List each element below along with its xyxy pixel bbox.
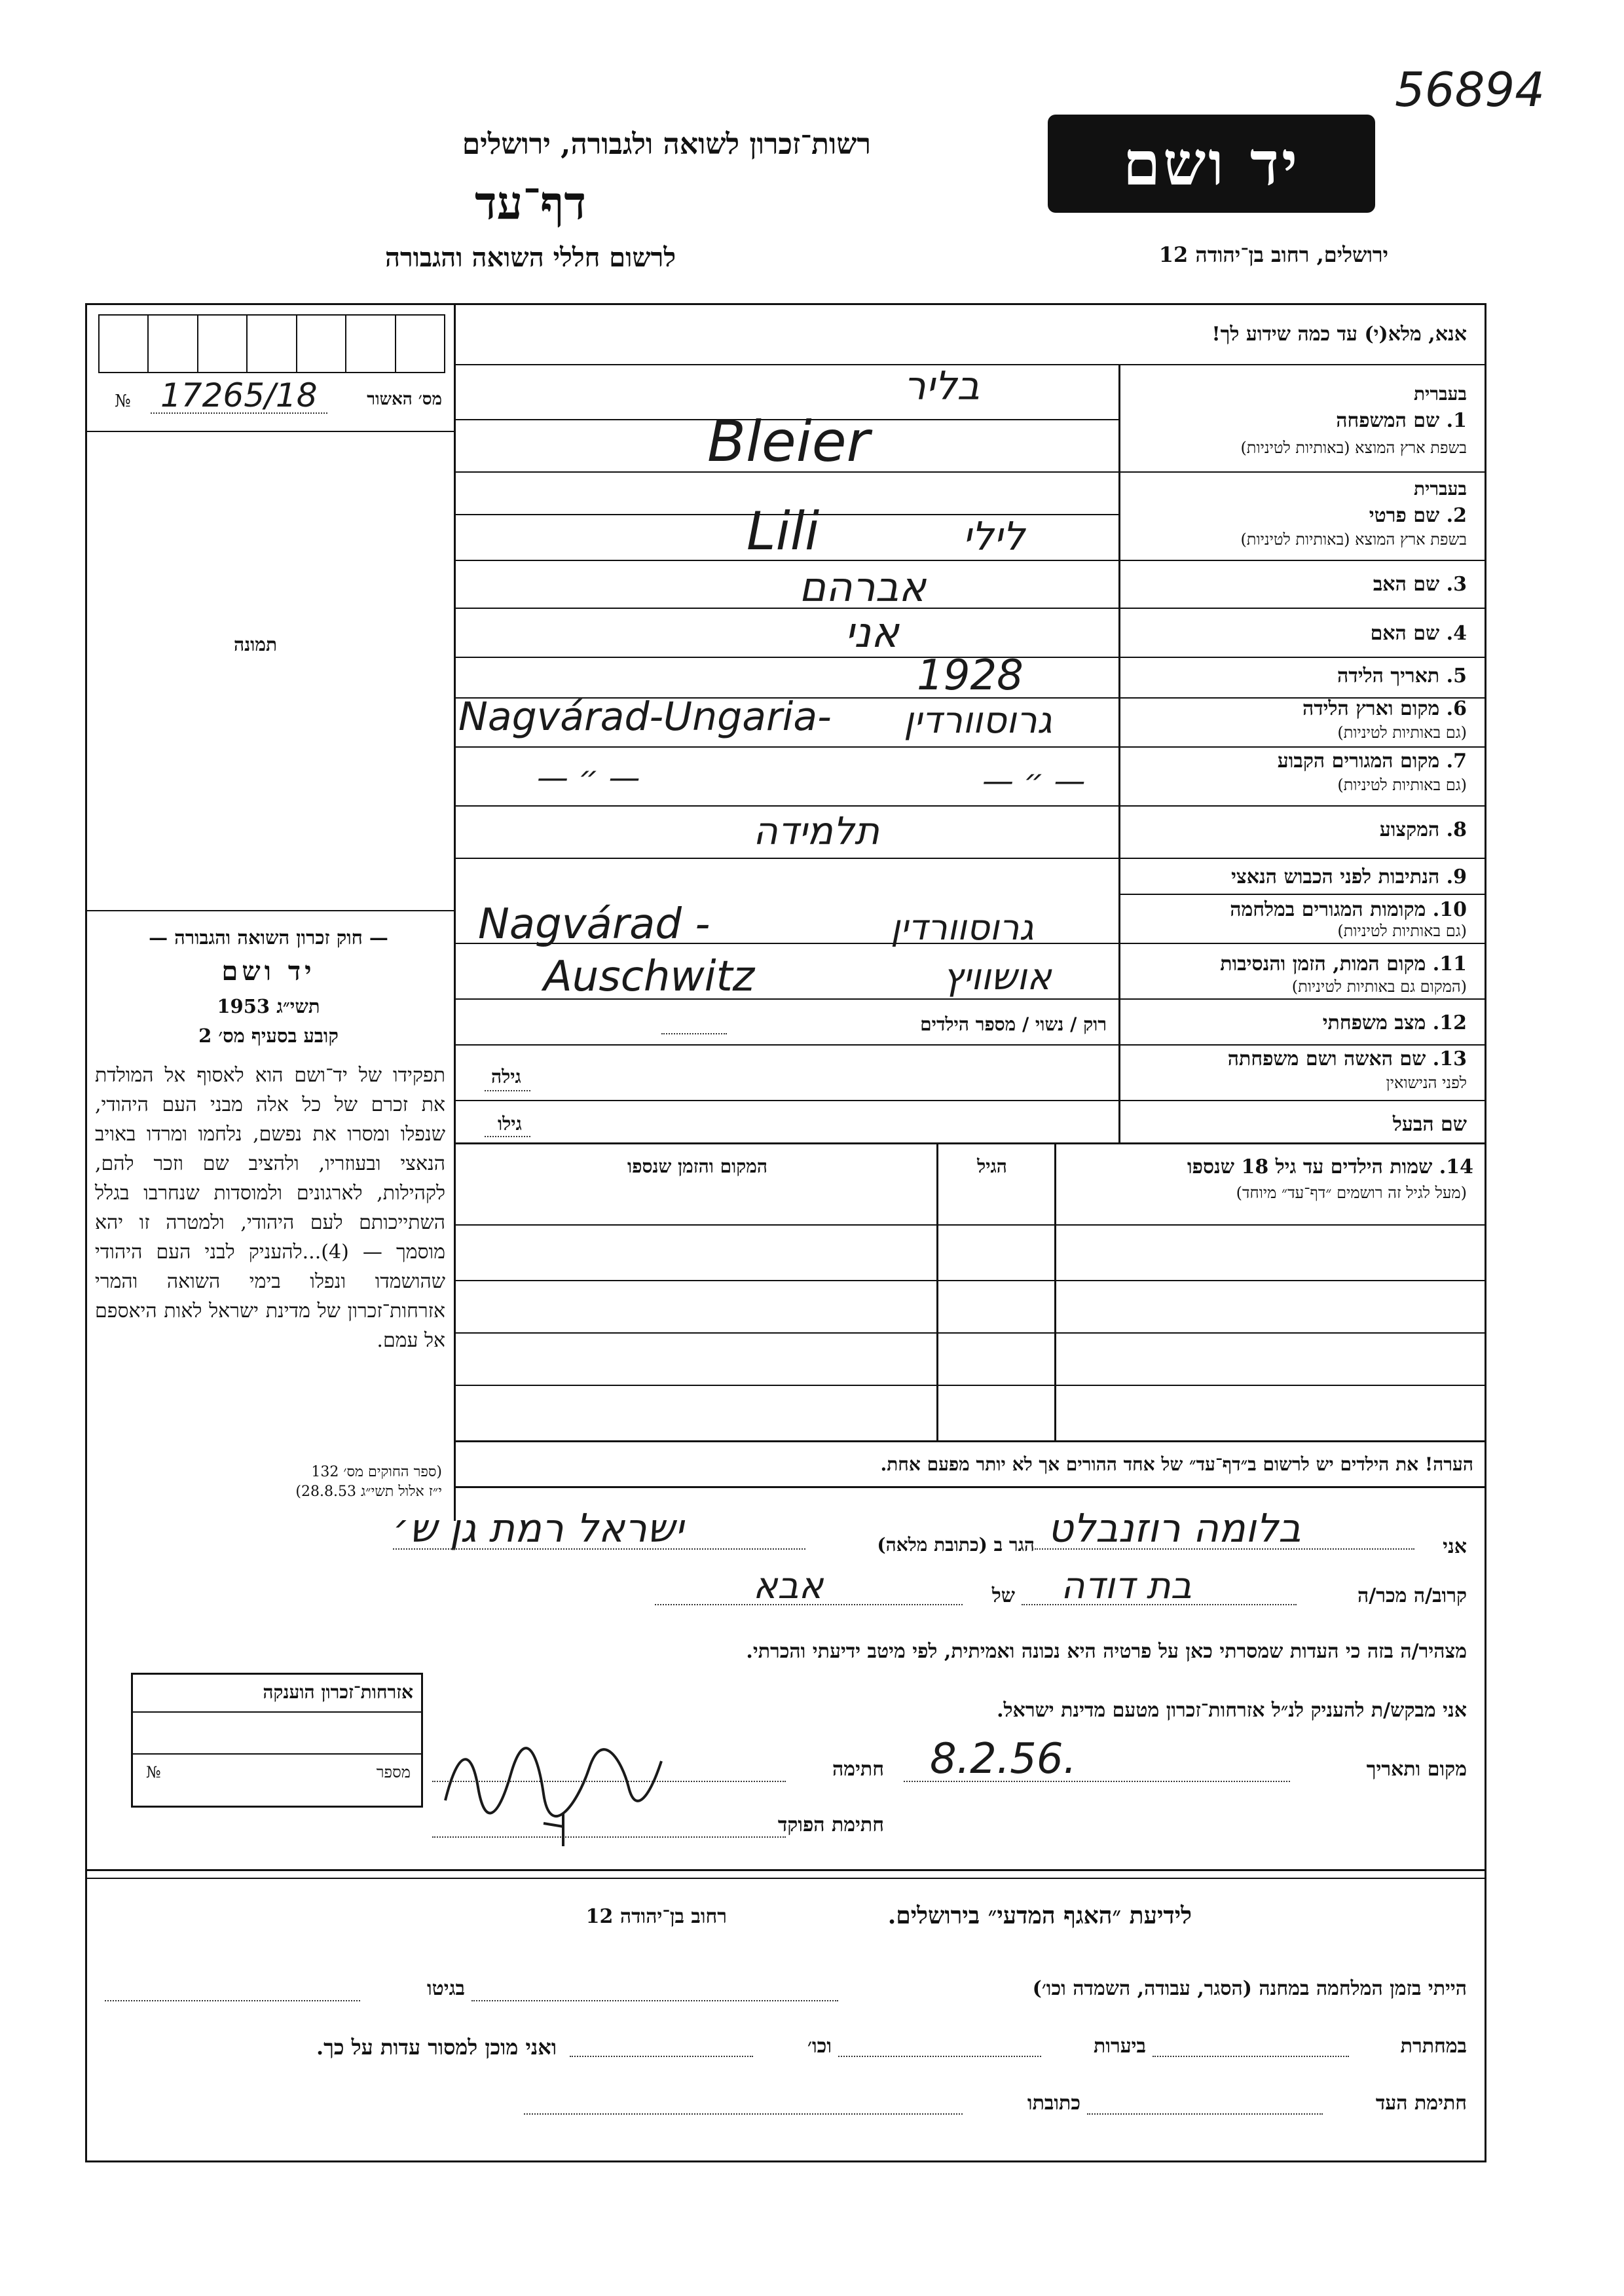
f6-latin-value: Nagvárad-Ungaria- xyxy=(458,694,832,740)
f1-hebrew-value: בליר xyxy=(904,363,980,409)
f3-value: אברהם xyxy=(799,563,926,611)
f12-label: 12. מצב משפחתי xyxy=(1322,1011,1467,1034)
law-clause: קובע בסעיף מס׳ 2 xyxy=(198,1025,339,1047)
f6-label: 6. מקום וארץ הלידה xyxy=(1302,697,1467,720)
photo-label: תמונה xyxy=(233,634,278,655)
f2-hebrew-value: לילי xyxy=(963,514,1025,560)
f7-sub: (גם באותיות לטיניות) xyxy=(1337,776,1467,794)
yad-vashem-logo xyxy=(1048,115,1375,213)
f10-label: 10. מקומות המגורים במלחמה xyxy=(1230,898,1467,921)
f13-sub: לפני הנישואין xyxy=(1386,1074,1467,1092)
f6-hebrew-value: גרוסוורדין xyxy=(904,699,1052,742)
f11-label: 11. מקום המות, הזמן והנסיבות xyxy=(1220,953,1467,975)
place-header: המקום והזמן שנספו xyxy=(627,1156,767,1177)
law-title: — חוק זכרון השואה והגבורה — xyxy=(149,926,388,949)
i-value: בלומה רוזנבלט xyxy=(1048,1506,1301,1552)
footer-line3-b: כתובתו xyxy=(1027,2092,1080,2115)
footer-line1-a: הייתי בזמן המלחמה במחנה (הסגר, עבודה, השמדה וכו׳) xyxy=(1032,1977,1467,2000)
relative-label: קרוב/ה מכר/ה xyxy=(1357,1584,1467,1607)
request-text: אני מבקש/ת להעניק לנ״ל אזרחות־זכרון מטעם מדינת ישראל. xyxy=(997,1699,1467,1722)
date-value: 8.2.56. xyxy=(930,1735,1077,1783)
footer-line3-a: חתימת העד xyxy=(1375,2092,1467,2115)
husband-age: גילו xyxy=(498,1113,522,1135)
f5-value: 1928 xyxy=(917,651,1024,700)
law-yad-vashem: יד ושם xyxy=(221,956,316,987)
form-title: דף־עד xyxy=(474,175,586,230)
husband-label: שם הבעל xyxy=(1392,1113,1467,1136)
f13-age: גילה xyxy=(491,1066,521,1087)
in-hebrew-1: בעברית xyxy=(1413,383,1467,405)
law-citation-1: (ספר החוקים מס׳ 132 xyxy=(311,1464,442,1480)
relative-value: בת דודה xyxy=(1061,1565,1192,1607)
f4-label: 4. שם האם xyxy=(1370,622,1467,645)
form-subtitle: לרשום חללי השואה והגבורה xyxy=(384,242,676,273)
citizenship-box xyxy=(131,1673,423,1808)
f14-sub: (מעל לגיל זה רושמים ״דף־עד״ מיוחד) xyxy=(1236,1184,1467,1202)
declare-text: מצהיר/ה בזה כי העדות שמסרתי כאן על פרטיה היא נכונה ואמיתית, לפי מיטב ידיעתי והכרתי. xyxy=(746,1640,1467,1663)
officer-mark xyxy=(537,1810,589,1850)
f6-sub: (גם באותיות לטיניות) xyxy=(1337,723,1467,742)
f1-label: 1. שם המשפחה xyxy=(1336,409,1467,432)
f10-latin-value: Nagvárad - xyxy=(478,900,710,949)
f7-label: 7. מקום המגורים הקבוע xyxy=(1277,750,1467,773)
footer-line2-d: ואני מוכן למסור עדות על כך. xyxy=(316,2035,557,2060)
instruction: אנא, מלא(י) עד כמה שידוע לך! xyxy=(1211,323,1467,346)
f5-label: 5. תאריך הלידה xyxy=(1337,665,1467,687)
children-note: הערה! את הילדים יש לרשום ב״דף־עד״ של אחד ההורים אך לא יותר מפעם אחת. xyxy=(880,1453,1473,1475)
of-value: אבא xyxy=(753,1565,824,1607)
f10-hebrew-value: גרוסוורדין xyxy=(891,907,1034,948)
f1-latin-value: Bleier xyxy=(707,409,870,475)
citizenship-box-no-label: מספר xyxy=(376,1763,411,1781)
f2-label: 2. שם פרטי xyxy=(1369,504,1467,527)
f2-latin-value: Lili xyxy=(747,501,820,562)
authority-name: רשות־זכרון לשואה ולגבורה, ירושלים xyxy=(462,128,871,161)
f7-value-left: — ״ — xyxy=(537,759,640,796)
f14-label: 14. שמות הילדים עד גיל 18 שנספו xyxy=(1187,1156,1473,1178)
f8-label: 8. המקצוע xyxy=(1379,818,1467,841)
in-hebrew-2: בעברית xyxy=(1413,478,1467,500)
signature-label: חתימה xyxy=(832,1758,884,1781)
f11-sub: (המקום גם באותיות לטיניות) xyxy=(1291,977,1467,996)
f8-value: תלמידה xyxy=(753,809,880,853)
f3-label: 3. שם האב xyxy=(1373,573,1467,596)
f12-options: רוק / נשוי / מספר הילדים xyxy=(920,1013,1107,1035)
citizenship-box-no-symbol: № xyxy=(146,1763,161,1781)
f1-sub: בשפת ארץ המוצא (באותיות לטיניות) xyxy=(1240,439,1467,457)
f9-label: 9. הנתיבות לפני הכבוש הנאצי xyxy=(1231,866,1467,888)
f13-label: 13. שם האשה ושם משפחתה xyxy=(1227,1048,1467,1070)
archive-number: 56894 xyxy=(1395,62,1545,117)
footer-line1-b: בגיטו xyxy=(426,1977,465,2000)
f7-value-right: — ״ — xyxy=(982,763,1086,799)
address-value: ישראל רמת גן ש׳ xyxy=(393,1506,684,1552)
footer-line2-b: ביערות xyxy=(1093,2035,1146,2058)
place-date-label: מקום ותאריך xyxy=(1366,1758,1467,1781)
age-header: הגיל xyxy=(977,1156,1007,1177)
f10-sub: (גם באותיות לטיניות) xyxy=(1337,922,1467,940)
i-label: אני xyxy=(1443,1535,1467,1558)
registration-boxes xyxy=(98,314,445,373)
logo-text: יד ושם xyxy=(1122,128,1301,199)
citizenship-box-title: אזרחות־זכרון הוענקה xyxy=(263,1681,413,1703)
registration-label: מס׳ האשור xyxy=(367,390,442,409)
f11-latin-value: Auschwitz xyxy=(544,953,755,1001)
law-citation-2: י״ז אלול תשי״ג 28.8.53) xyxy=(295,1484,442,1500)
of-label: של xyxy=(991,1584,1015,1607)
registration-value: 17265/18 xyxy=(160,376,318,414)
law-text: תפקידו של יד־ושם הוא לאסוף אל המולדת את זכרם של כל אלה מבני העם היהודי, שנפלו ומסרו את נפשם, נלחמו ומרדו באויב הנאצי ובעוזריו, ולהציב שם וזכר להם, לקהילות, לארגונים ולמוסדות שנחרבו בגלל השתייכותם לעם היהודי, ולמטרה זו יהא מוסמך — (4)...להעניק לבני העם היהודי שהושמדו ונפלו בימי השואה והמרי אזרחות־זכרון של מדינת ישראל לאות היאספם אל עמם. xyxy=(95,1064,446,1352)
footer-line2-c: וכו׳ xyxy=(807,2035,832,2058)
f2-sub: בשפת ארץ המוצא (באותיות לטיניות) xyxy=(1240,530,1467,549)
footer-title: לידיעת ״האגף המדעי״ בירושלים. xyxy=(887,1902,1192,1929)
f11-hebrew-value: אושוויץ xyxy=(943,956,1052,998)
address: ירושלים, רחוב בן־יהודה 12 xyxy=(1158,242,1388,267)
registration-no-symbol: № xyxy=(115,392,131,411)
law-year: תשי״ג 1953 xyxy=(217,995,320,1017)
living-at-label: הגר ב (כתובת מלאה) xyxy=(877,1534,1035,1556)
footer-line2-a: במחתרת xyxy=(1400,2035,1467,2058)
f4-value: אני xyxy=(845,609,899,657)
officer-label: חתימת הפוקד xyxy=(777,1813,884,1836)
footer-address: רחוב בן־יהודה 12 xyxy=(585,1905,727,1928)
